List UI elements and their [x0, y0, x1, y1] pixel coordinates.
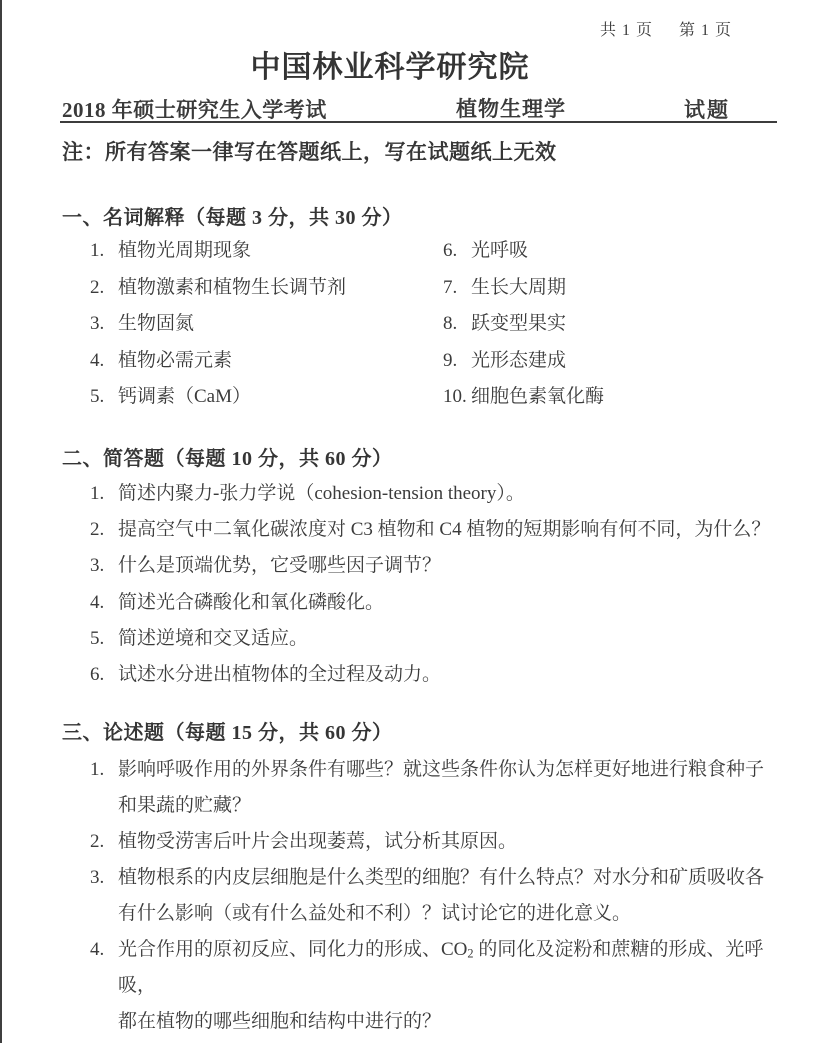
question-number: 6.	[443, 240, 458, 261]
question-item	[90, 585, 790, 621]
question-line: 植物受涝害后叶片会出现萎蔫，试分析其原因。	[118, 831, 518, 852]
question-number: 2.	[90, 831, 105, 852]
question-item	[90, 233, 440, 270]
question-number: 9.	[443, 349, 458, 371]
page-info	[600, 17, 732, 40]
question-number: 4.	[90, 349, 105, 371]
question-item	[90, 657, 790, 693]
question-number: 4.	[90, 591, 105, 613]
question-text: 钙调素（CaM）	[118, 386, 252, 408]
section-short-answer	[62, 442, 771, 686]
section3-heading: 三、论述题（每题 15 分，共 60 分）	[62, 722, 393, 744]
co2-subscript: 2	[467, 946, 474, 961]
section2-heading: 二、简答题（每题 10 分，共 60 分）	[62, 448, 393, 470]
question-item	[90, 379, 440, 416]
question-item	[443, 379, 773, 416]
question-item	[90, 306, 440, 343]
question-line	[118, 939, 763, 996]
question-item	[90, 621, 790, 657]
question-item	[90, 860, 790, 932]
question-item	[90, 476, 790, 512]
question-number: 6.	[90, 664, 105, 686]
question-text	[118, 752, 782, 824]
question-line-post: 的同化及淀粉和蔗糖的形成、光呼吸，	[118, 939, 764, 996]
scan-edge-artifact	[0, 0, 2, 1043]
question-text: 试述水分进出植物体的全过程及动力。	[118, 664, 442, 686]
question-text: 植物激素和植物生长调节剂	[118, 276, 347, 298]
question-line: 和果蔬的贮藏？	[118, 795, 252, 816]
question-text	[118, 824, 782, 860]
question-text	[118, 932, 782, 1040]
question-item	[90, 270, 440, 307]
question-line-pre: 光合作用的原初反应、同化力的形成、CO	[118, 939, 468, 960]
question-text: 生物固氮	[118, 313, 195, 335]
question-number: 3.	[90, 867, 105, 888]
question-number: 1.	[90, 240, 105, 261]
total-pages-label: 共 1 页	[600, 22, 654, 39]
question-text: 植物必需元素	[118, 349, 233, 371]
question-item	[90, 343, 440, 380]
question-number: 2.	[90, 276, 105, 298]
paper-type-label: 试题	[684, 98, 730, 122]
question-text: 光形态建成	[471, 349, 567, 371]
section1-right-column	[443, 233, 773, 416]
question-number: 3.	[90, 555, 105, 577]
subject-label: 植物生理学	[456, 98, 566, 121]
question-number: 8.	[443, 313, 458, 335]
question-number: 1.	[90, 759, 105, 780]
question-number: 5.	[90, 386, 105, 408]
question-item	[90, 512, 790, 548]
question-number: 4.	[90, 939, 105, 960]
section1-left-column	[90, 233, 440, 416]
question-text: 植物光周期现象	[118, 240, 252, 261]
question-number: 2.	[90, 519, 105, 541]
section1-heading: 一、名词解释（每题 3 分，共 30 分）	[62, 207, 403, 229]
section3-list	[90, 752, 790, 1040]
section-term-definitions	[62, 201, 605, 408]
question-line: 植物根系的内皮层细胞是什么类型的细胞？有什么特点？对水分和矿质吸收各	[118, 867, 765, 888]
exam-name-label: 2018 年硕士研究生入学考试	[62, 98, 327, 122]
question-line: 都在植物的哪些细胞和结构中进行的？	[118, 1011, 442, 1032]
question-item	[90, 824, 790, 860]
question-text: 跃变型果实	[471, 313, 567, 335]
institution-title: 中国林业科学研究院	[250, 51, 530, 84]
answer-sheet-note: 注：所有答案一律写在答题纸上，写在试题纸上无效	[62, 141, 557, 164]
question-number: 7.	[443, 276, 458, 298]
question-text: 什么是顶端优势，它受哪些因子调节？	[118, 555, 442, 577]
question-text: 提高空气中二氧化碳浓度对 C3 植物和 C4 植物的短期影响有何不同，为什么？	[118, 519, 771, 541]
question-number: 3.	[90, 313, 105, 335]
question-item	[90, 548, 790, 584]
question-item	[90, 752, 790, 824]
question-number: 5.	[90, 627, 105, 649]
question-number: 10.	[443, 386, 467, 408]
question-text	[118, 860, 782, 932]
section2-list	[90, 476, 790, 693]
section-essay	[62, 716, 765, 1032]
question-item	[443, 343, 773, 380]
question-number: 1.	[90, 483, 105, 504]
question-line: 影响呼吸作用的外界条件有哪些？就这些条件你认为怎样更好地进行粮食种子	[118, 759, 765, 780]
question-text: 生长大周期	[471, 276, 567, 298]
question-item	[443, 306, 773, 343]
question-line: 有什么影响（或有什么益处和不利）？试讨论它的进化意义。	[118, 903, 632, 924]
question-text: 简述逆境和交叉适应。	[118, 627, 309, 649]
question-item	[90, 932, 790, 1040]
question-item	[443, 233, 773, 270]
question-item	[443, 270, 773, 307]
exam-header-row	[60, 92, 777, 123]
question-text: 细胞色素氧化酶	[471, 386, 605, 408]
current-page-label: 第 1 页	[679, 22, 733, 39]
question-text: 简述光合磷酸化和氧化磷酸化。	[118, 591, 385, 613]
question-text: 光呼吸	[471, 240, 529, 261]
question-text: 简述内聚力-张力学说（cohesion-tension theory）。	[118, 483, 525, 504]
